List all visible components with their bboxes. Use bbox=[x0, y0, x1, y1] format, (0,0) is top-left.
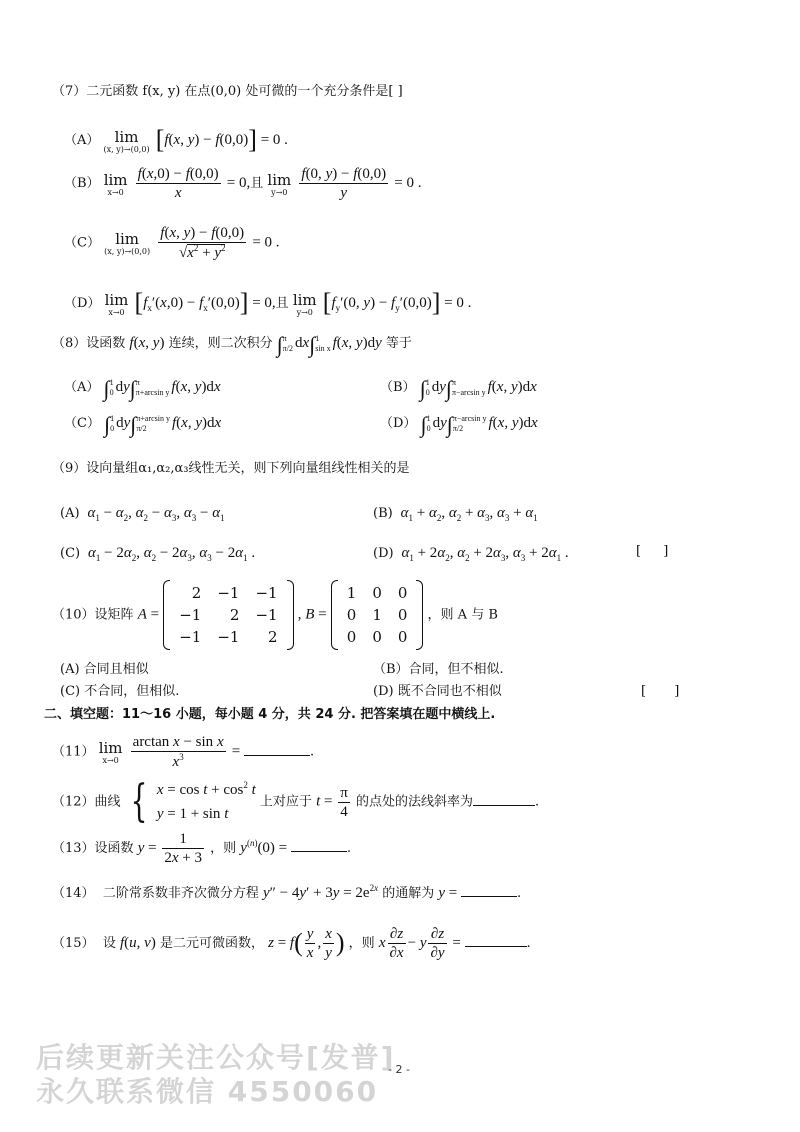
q13: （13）设函数 y = $\frac{1}{2x + 3}$ ，则 $y^{(n)}(0)$ = . bbox=[52, 831, 352, 866]
limit: lim (x, y)→(0,0) bbox=[104, 230, 151, 256]
q10-stem: （10）设矩阵 A = 2 −1 −1 −1 2 −1 −1 −1 2 , B = 1 0 0 0 1 0 0 0 0 ，则 A 与 B bbox=[52, 580, 498, 650]
q9-stem: （9）设向量组α₁,α₂,α₃线性无关，则下列向量组线性相关的是 bbox=[52, 461, 410, 476]
page-number: - 2 - bbox=[388, 1063, 410, 1076]
q7-stem: （7）二元函数 f(x, y) 在点(0,0) 处可微的一个充分条件是[ ] bbox=[52, 84, 403, 99]
answer-blank[interactable] bbox=[465, 946, 527, 947]
fraction: $\frac{x}{y}$ bbox=[325, 926, 332, 961]
q10-option-a: (A) 合同且相似 bbox=[60, 662, 149, 677]
limit: lim x→0 bbox=[104, 290, 129, 317]
fraction: $\frac{\pi}{4}$ bbox=[340, 784, 348, 820]
q7-option-a: （A） lim (x, y)→(0,0) [f(x, y) − f(0,0)] = 0 . bbox=[64, 125, 288, 154]
q7-option-c-label: （C） bbox=[64, 235, 100, 251]
q9-option-c: (C) $\alpha_1 - 2\alpha_2$, $\alpha_2 - 2\alpha_3$, $\alpha_3 - 2\alpha_1$ . bbox=[60, 545, 256, 563]
q7-option-a-label: （A） bbox=[64, 133, 100, 148]
fraction: $\frac{\text{arctan x − sin x}}{x^3}$ bbox=[132, 734, 224, 770]
q7-option-c: （C） lim (x, y)→(0,0) $\frac{f(x, y) - f(0,0)}{√x^2 + y^2}$ = 0 . bbox=[64, 225, 280, 261]
fraction: $\frac{1}{2x + 3}$ bbox=[164, 831, 202, 866]
q11: （11） lim x→0 $\frac{\text{arctan x − sin x}}{x^3}$ = . bbox=[52, 734, 315, 770]
q7-option-d: （D） lim x→0 $[f_x'(x,0) - f_x'(0,0)] = 0$,且 lim y→0 [$f_y'(0$, $y) - f_y'(0,0)] = 0$ . bbox=[64, 288, 472, 317]
fraction: $\frac{\partial z}{\partial y}$ bbox=[430, 926, 445, 961]
limit: lim y→0 bbox=[267, 170, 292, 197]
fraction: $\frac{y}{x}$ bbox=[306, 926, 314, 961]
limit: lim (x, y)→(0,0) bbox=[103, 127, 150, 154]
q10-option-c: (C) 不合同，但相似. bbox=[60, 684, 180, 699]
q8-option-d: （D） ∫ 1 0 dy∫ π−arcsin y π/2 f(x, y)dx bbox=[380, 412, 538, 437]
answer-blank[interactable] bbox=[291, 851, 347, 852]
q12: （12）曲线 { $x = \cos t + \cos^2 t$ y = 1 + sin t 上对应于 t = $\frac{\pi}{4}$ 的点处的法线斜率为 . bbox=[52, 776, 540, 827]
section-heading: 二、填空题：11～16 小题，每小题 4 分，共 24 分. 把答案填在题中横线上. bbox=[44, 707, 496, 722]
q10-option-b: （B）合同，但不相似. bbox=[373, 662, 504, 677]
limit: lim y→0 bbox=[292, 290, 317, 317]
q9-option-d: (D) $\alpha_1 + 2\alpha_2$, $\alpha_2 + 2\alpha_3$, $\alpha_3 + 2\alpha_1$ . bbox=[373, 545, 569, 563]
q9-option-b: (B) $\alpha_1 + \alpha_2$, $\alpha_2 + \alpha_3$, $\alpha_3 + \alpha_1$ bbox=[373, 505, 538, 523]
q7-option-b: （B） lim x→0 $\frac{f(x,0) - f(0,0)}{x}$ = 0,且 lim y→0 $\frac{f(0, y) - f(0,0)}{y}$ = 0 . bbox=[64, 166, 422, 201]
q8-option-a: （A） ∫ 1 0 dy∫ π π+arcsin y f(x, y)dx bbox=[64, 376, 221, 401]
limit: lim x→0 bbox=[103, 170, 128, 197]
answer-blank[interactable] bbox=[461, 896, 517, 897]
fraction: $\frac{f(0, y) - f(0,0)}{y}$ bbox=[301, 166, 387, 201]
q14: （14） 二阶常系数非齐次微分方程 $y'' - 4y' + 3y = 2e^{2x}$ 的通解为 y = . bbox=[52, 883, 522, 901]
q9-option-a: (A) $\alpha_1 - \alpha_2$, $\alpha_2 - \alpha_3$, $\alpha_3 - \alpha_1$ bbox=[60, 505, 225, 523]
q8-stem: （8）设函数 f(x, y) 连续，则二次积分 ∫ π π/2 dx∫ 1 sin x f(x, y)dy 等于 bbox=[52, 332, 412, 357]
q8-option-c: （C） ∫ 1 0 dy∫ π+arcsin y π/2 f(x, y)dx bbox=[64, 412, 222, 437]
watermark-line-2: 永久联系微信 4550060 bbox=[36, 1075, 379, 1108]
q10-answer-bracket: [ ] bbox=[641, 684, 680, 699]
q10-option-d: (D) 既不合同也不相似 bbox=[373, 684, 502, 699]
fraction: $\frac{f(x,0) - f(0,0)}{x}$ bbox=[137, 166, 219, 201]
matrix-a: 2 −1 −1 −1 2 −1 −1 −1 2 bbox=[163, 580, 293, 650]
fraction: $\frac{\partial z}{\partial x}$ bbox=[389, 926, 404, 961]
answer-blank[interactable] bbox=[244, 755, 310, 756]
answer-blank[interactable] bbox=[473, 805, 535, 806]
q7-option-b-label: （B） bbox=[64, 176, 100, 191]
fraction: $\frac{f(x, y) - f(0,0)}{√x^2 + y^2}$ bbox=[160, 225, 245, 261]
q15: （15） 设 f(u, v) 是二元可微函数， z = f( $\frac{y}{x}$ , $\frac{x}{y}$ ) ，则 x $\frac{\partial z}{\partial x}$ − y $\frac{\partial z}{\partial y}$ = . bbox=[52, 926, 531, 961]
watermark-line-1: 后续更新关注公众号[发普] bbox=[36, 1041, 396, 1074]
q9-answer-bracket: [ ] bbox=[636, 544, 669, 559]
matrix-b: 1 0 0 0 1 0 0 0 0 bbox=[331, 580, 424, 650]
limit: lim x→0 bbox=[98, 739, 123, 765]
q8-option-b: （B） ∫ 1 0 dy∫ π π−arcsin y f(x, y)dx bbox=[380, 376, 537, 401]
q7-option-d-label: （D） bbox=[64, 296, 101, 311]
